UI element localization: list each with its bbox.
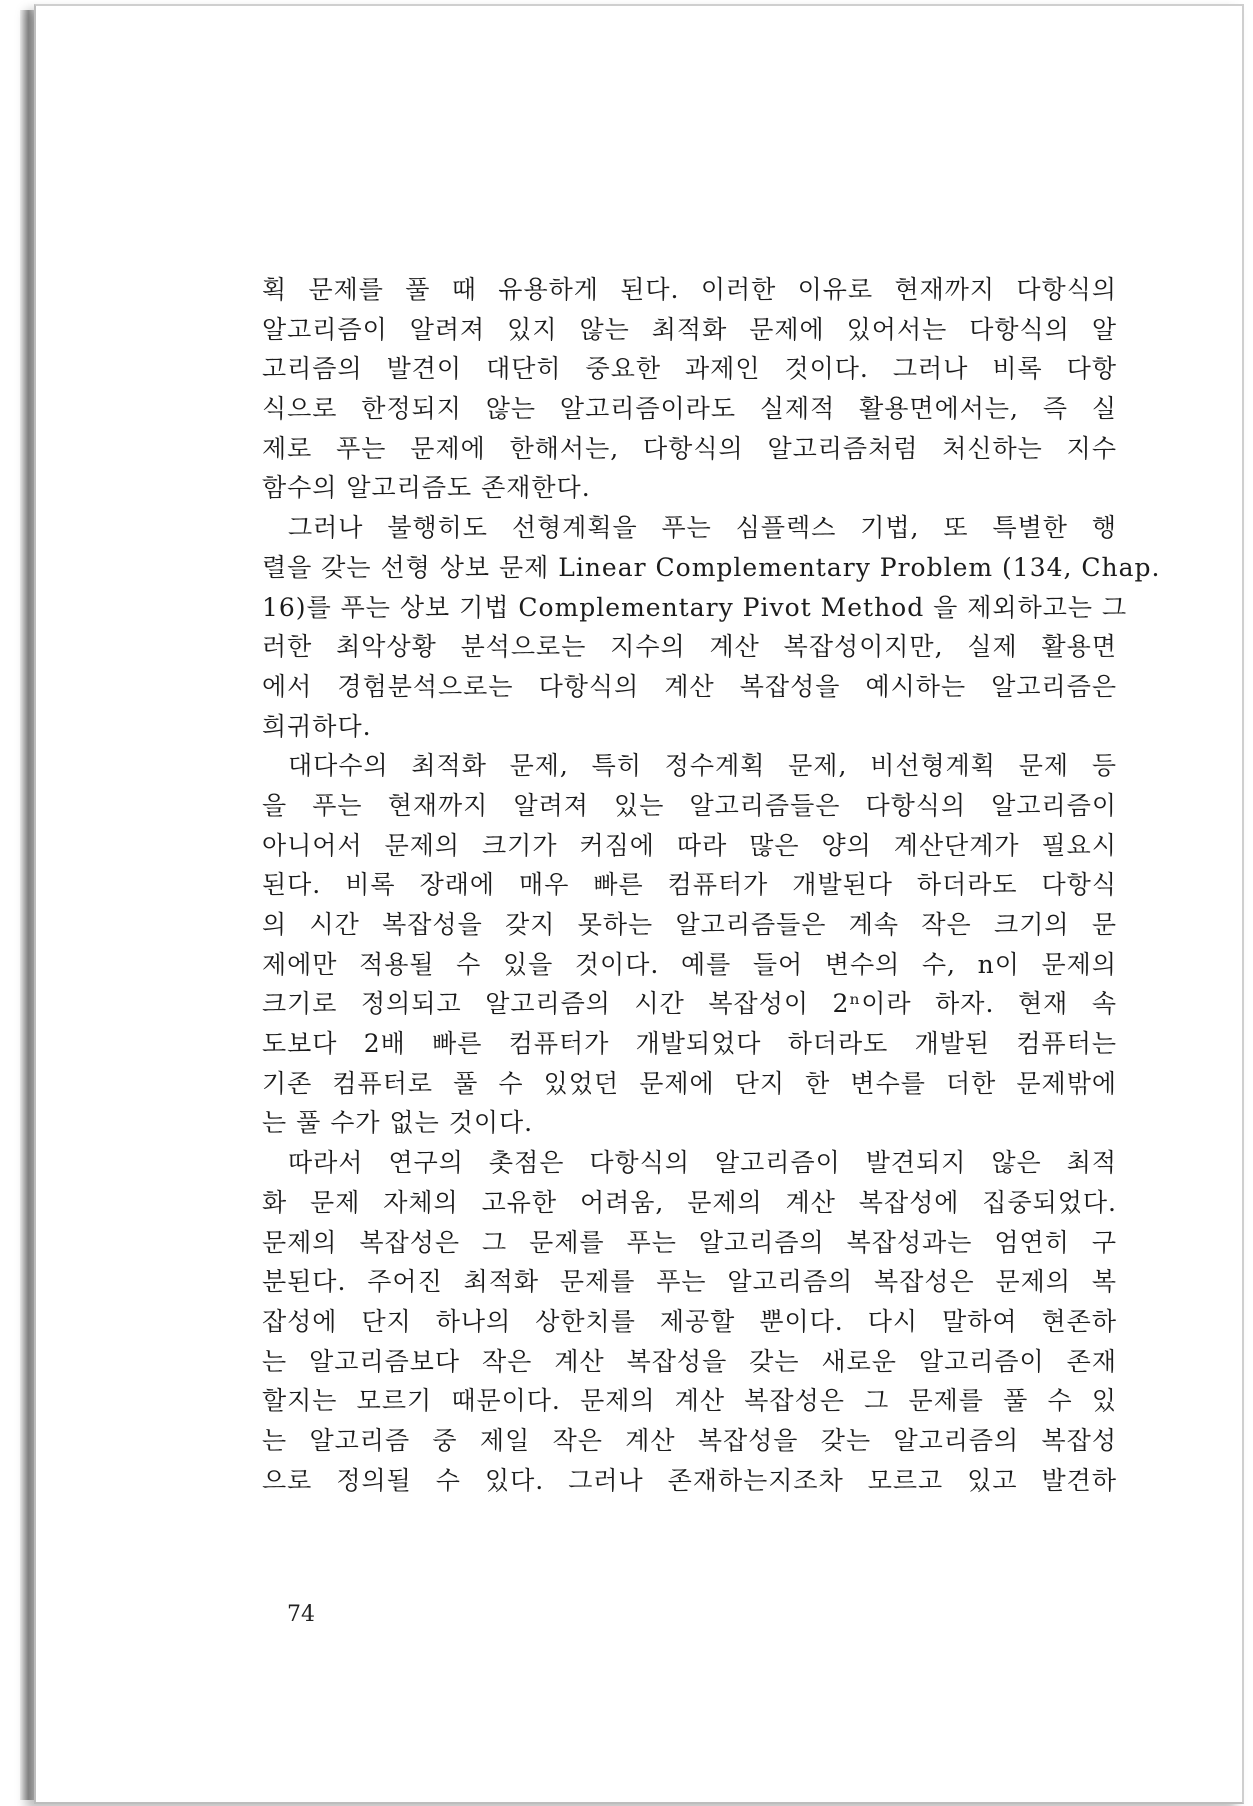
text-line-content: 을 푸는 현재까지 알려져 있는 알고리즘들은 다항식의 알고리즘이: [262, 790, 1117, 820]
text-line-content: 렬을 갖는 선형 상보 문제 Linear Complementary Problem (134, Chap.: [262, 552, 1161, 582]
text-line-content: 아니어서 문제의 크기가 커짐에 따라 많은 양의 계산단계가 필요시: [262, 830, 1117, 860]
text-line-content: 제로 푸는 문제에 한해서는, 다항식의 알고리즘처럼 처신하는 지수: [262, 433, 1117, 463]
text-line: [262, 786, 1117, 826]
text-line-content: 러한 최악상황 분석으로는 지수의 계산 복잡성이지만, 실제 활용면: [262, 632, 1117, 662]
text-line-content: 크기로 정의되고 알고리즘의 시간 복잡성이 2ⁿ이라 하자. 현재 속: [262, 989, 1117, 1019]
text-line: [262, 905, 1117, 945]
text-line: [262, 627, 1117, 667]
text-line: [262, 826, 1117, 866]
text-line-content: 는 풀 수가 없는 것이다.: [262, 1108, 534, 1138]
text-line: [262, 310, 1117, 350]
text-line-content: 에서 경험분석으로는 다항식의 계산 복잡성을 예시하는 알고리즘은: [262, 671, 1117, 701]
text-line-content: 제에만 적용될 수 있을 것이다. 예를 들어 변수의 수, n이 문제의: [262, 949, 1117, 979]
text-line: [262, 1262, 1117, 1302]
text-line: [262, 1381, 1117, 1421]
text-line-content: 할지는 모르기 때문이다. 문제의 계산 복잡성은 그 문제를 풀 수 있: [262, 1386, 1117, 1416]
text-line-content: 의 시간 복잡성을 갖지 못하는 알고리즘들은 계속 작은 크기의 문: [262, 910, 1117, 939]
text-line-content: 그러나 불행히도 선형계획을 푸는 심플렉스 기법, 또 특별한 행: [288, 513, 1117, 543]
body-text: [262, 270, 1161, 1500]
text-line: [262, 1223, 1117, 1263]
text-line: [262, 1342, 1117, 1382]
text-line: [262, 1143, 1117, 1183]
text-line-content: 기존 컴퓨터로 풀 수 있었던 문제에 단지 한 변수를 더한 문제밖에: [262, 1068, 1117, 1098]
text-line: [262, 865, 1117, 905]
text-line: [262, 548, 1161, 588]
text-line-content: 고리즘의 발견이 대단히 중요한 과제인 것이다. 그러나 비록 다항: [262, 354, 1117, 384]
text-line: [262, 1421, 1117, 1461]
text-line-content: 된다. 비록 장래에 매우 빠른 컴퓨터가 개발된다 하더라도 다항식: [262, 870, 1117, 900]
text-line: [262, 1183, 1117, 1223]
text-line-content: 희귀하다.: [262, 711, 372, 741]
text-line-content: 획 문제를 풀 때 유용하게 된다. 이러한 이유로 현재까지 다항식의: [262, 275, 1117, 304]
text-line: [262, 270, 1117, 310]
text-line-content: 분된다. 주어진 최적화 문제를 푸는 알고리즘의 복잡성은 문제의 복: [262, 1267, 1117, 1297]
text-line: [262, 1461, 1117, 1501]
text-line: [262, 588, 1128, 628]
text-line-content: 따라서 연구의 촛점은 다항식의 알고리즘이 발견되지 않은 최적: [288, 1148, 1117, 1178]
text-line: [262, 1064, 1117, 1104]
text-line: [262, 667, 1117, 707]
text-line-content: 알고리즘이 알려져 있지 않는 최적화 문제에 있어서는 다항식의 알: [262, 314, 1117, 344]
text-line: [262, 984, 1117, 1024]
text-line-content: 도보다 2배 빠른 컴퓨터가 개발되었다 하더라도 개발된 컴퓨터는: [262, 1029, 1117, 1059]
text-line: [262, 1103, 1117, 1143]
text-line-content: 잡성에 단지 하나의 상한치를 제공할 뿐이다. 다시 말하여 현존하: [262, 1306, 1117, 1336]
text-line: [262, 389, 1117, 429]
text-line-content: 화 문제 자체의 고유한 어려움, 문제의 계산 복잡성에 집중되었다.: [262, 1187, 1117, 1217]
text-line-content: 함수의 알고리즘도 존재한다.: [262, 473, 591, 503]
text-line: [262, 746, 1117, 786]
text-line-content: 는 알고리즘 중 제일 작은 계산 복잡성을 갖는 알고리즘의 복잡성: [262, 1425, 1117, 1455]
text-line-content: 식으로 한정되지 않는 알고리즘이라도 실제적 활용면에서는, 즉 실: [262, 394, 1117, 424]
text-line: [262, 1024, 1117, 1064]
text-line: [262, 508, 1117, 548]
text-line-content: 으로 정의될 수 있다. 그러나 존재하는지조차 모르고 있고 발견하: [262, 1465, 1117, 1495]
text-line: [262, 945, 1117, 985]
text-line-content: 는 알고리즘보다 작은 계산 복잡성을 갖는 새로운 알고리즘이 존재: [262, 1346, 1117, 1376]
text-line: [262, 707, 1117, 747]
text-line-content: 16)를 푸는 상보 기법 Complementary Pivot Method 을 제외하고는 그: [262, 592, 1128, 622]
text-line: [262, 1302, 1117, 1342]
book-spine: [20, 10, 34, 1800]
page-number: 74: [287, 1602, 315, 1627]
text-line: [262, 349, 1117, 389]
text-line: [262, 429, 1117, 469]
text-line-content: 대다수의 최적화 문제, 특히 정수계획 문제, 비선형계획 문제 등: [288, 751, 1117, 781]
text-line-content: 문제의 복잡성은 그 문제를 푸는 알고리즘의 복잡성과는 엄연히 구: [262, 1227, 1117, 1257]
text-line: [262, 468, 1117, 508]
